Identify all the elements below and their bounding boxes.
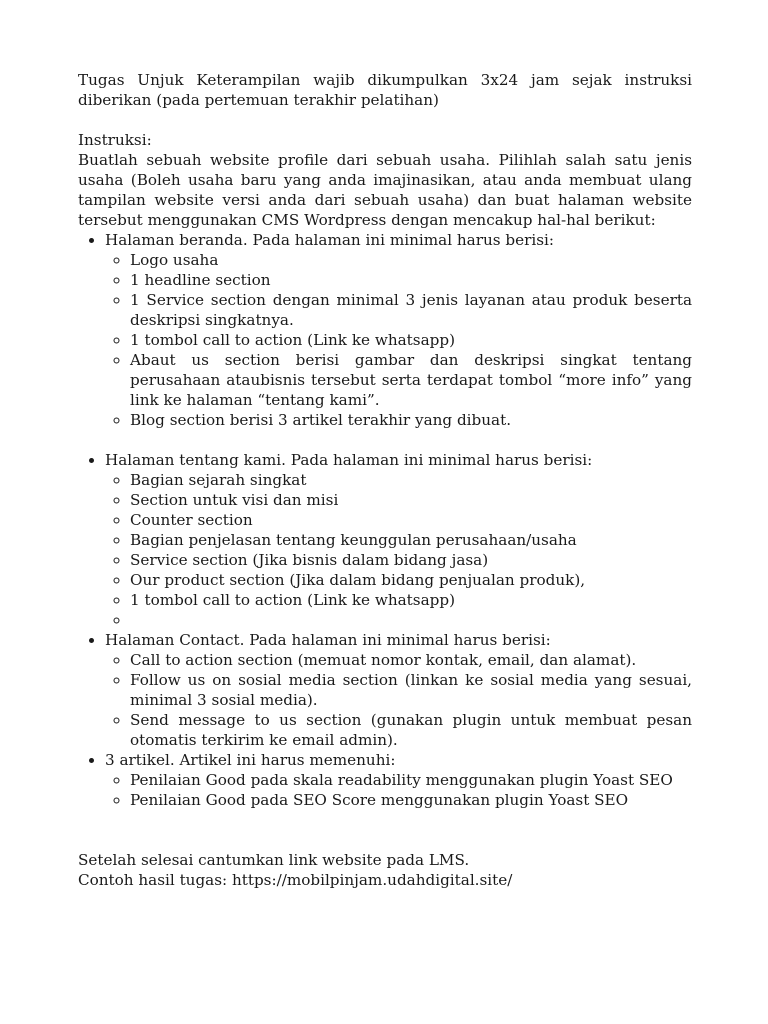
list-item: ◦ 1 headline section [130, 270, 692, 290]
section-title: 3 artikel. Artikel ini harus memenuhi: [105, 751, 396, 769]
list-item: ◦ Follow us on sosial media section (linkan ke sosial media yang sesuai, minimal 3 sosial media). [130, 670, 692, 710]
list-item: ◦ Penilaian Good pada skala readability menggunakan plugin Yoast SEO [130, 770, 692, 790]
footer-line-2: Contoh hasil tugas: https://mobilpinjam.udahdigital.site/ [78, 871, 513, 889]
list-item: ◦ 1 Service section dengan minimal 3 jenis layanan atau produk beserta deskripsi singkatnya. [130, 290, 692, 330]
sub-list [105, 470, 692, 630]
list-item: ◦ Send message to us section (gunakan plugin untuk membuat pesan otomatis terkirim ke email admin). [130, 710, 692, 750]
requirements-list [78, 230, 692, 810]
section-tentang-kami [105, 450, 692, 630]
instruksi-heading: Instruksi: [78, 131, 152, 149]
document-page [78, 70, 692, 890]
footer-line-1: Setelah selesai cantumkan link website pada LMS. [78, 851, 470, 869]
section-contact [105, 630, 692, 750]
list-item: ◦ Bagian sejarah singkat [130, 470, 692, 490]
list-item: ◦ Logo usaha [130, 250, 692, 270]
list-item: ◦ Blog section berisi 3 artikel terakhir yang dibuat. [130, 410, 692, 430]
list-item: ◦ Counter section [130, 510, 692, 530]
spacer [105, 430, 692, 450]
section-title: Halaman Contact. Pada halaman ini minimal harus berisi: [105, 631, 551, 649]
list-item: ◦ Bagian penjelasan tentang keunggulan perusahaan/usaha [130, 530, 692, 550]
section-title: Halaman beranda. Pada halaman ini minimal harus berisi: [105, 231, 554, 249]
list-item: ◦ 1 tombol call to action (Link ke whatsapp) [130, 330, 692, 350]
list-item: ◦ Section untuk visi dan misi [130, 490, 692, 510]
list-item: ◦ Abaut us section berisi gambar dan deskripsi singkat tentang perusahaan ataubisnis tersebut serta terdapat tombol “more info” yang link ke halaman “tentang kami”. [130, 350, 692, 410]
section-beranda [105, 230, 692, 430]
list-item: ◦ Call to action section (memuat nomor kontak, email, dan alamat). [130, 650, 692, 670]
sub-list [105, 770, 692, 810]
footer-block [78, 850, 692, 890]
list-item: ◦ 1 tombol call to action (Link ke whatsapp) [130, 590, 692, 610]
instruksi-paragraph: Buatlah sebuah website profile dari sebuah usaha. Pilihlah salah satu jenis usaha (Boleh usaha baru yang anda imajinasikan, atau anda membuat ulang tampilan website versi anda dari sebuah usaha) dan buat halaman website tersebut menggunakan CMS Wordpress dengan mencakup hal-hal berikut: [78, 151, 692, 229]
section-artikel [105, 750, 692, 810]
empty-list-item [130, 610, 692, 630]
sub-list [105, 250, 692, 430]
list-item: ◦ Our product section (Jika dalam bidang penjualan produk), [130, 570, 692, 590]
section-title: Halaman tentang kami. Pada halaman ini minimal harus berisi: [105, 451, 593, 469]
list-item: ◦ Service section (Jika bisnis dalam bidang jasa) [130, 550, 692, 570]
sub-list [105, 650, 692, 750]
intro-paragraph: Tugas Unjuk Keterampilan wajib dikumpulkan 3x24 jam sejak instruksi diberikan (pada pertemuan terakhir pelatihan) [78, 71, 692, 109]
list-item: ◦ Penilaian Good pada SEO Score menggunakan plugin Yoast SEO [130, 790, 692, 810]
